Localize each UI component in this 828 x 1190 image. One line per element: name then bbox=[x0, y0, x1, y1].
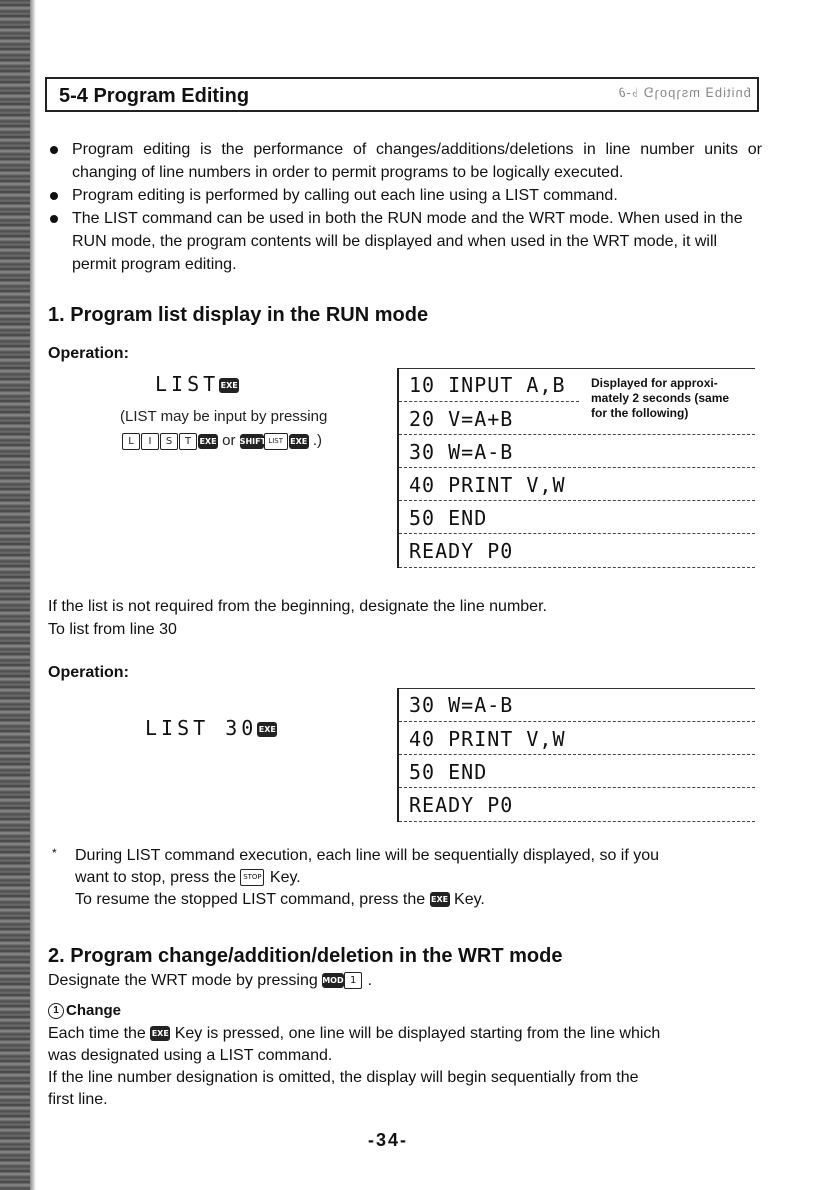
bullet-icon bbox=[50, 192, 58, 200]
section-heading-run-mode: 1. Program list display in the RUN mode bbox=[48, 304, 429, 326]
calculator-display-list30 bbox=[397, 688, 755, 822]
key-i-icon: I bbox=[141, 433, 159, 450]
exe-key-icon: EXE bbox=[198, 434, 218, 449]
list-command: LISTEXE bbox=[155, 372, 238, 396]
display-line: READY P0 bbox=[409, 793, 514, 817]
exe-key-icon: EXE bbox=[219, 378, 239, 393]
exe-key-icon: EXE bbox=[257, 722, 277, 737]
designate-wrt-paragraph: Designate the WRT mode by pressing MODE1 . bbox=[48, 972, 373, 989]
mode-key-icon: MODE bbox=[322, 973, 344, 988]
page-title: 5-4 Program Editing bbox=[59, 85, 250, 107]
change-paragraph-line1: Each time the EXE Key is pressed, one line will be displayed starting from the line which bbox=[48, 1025, 661, 1042]
display-line: 50 END bbox=[409, 760, 488, 784]
display-rule bbox=[399, 721, 755, 722]
display-rule bbox=[399, 821, 755, 822]
exe-key-icon: EXE bbox=[150, 1026, 170, 1041]
display-line: 30 W=A-B bbox=[409, 440, 514, 464]
display-rule bbox=[399, 434, 755, 435]
note-line1: During LIST command execution, each line will be sequentially displayed, so if you bbox=[75, 847, 660, 864]
shift-key-icon: SHIFT bbox=[240, 434, 264, 449]
display-line: 40 PRINT V,W bbox=[409, 473, 566, 497]
list-item: The LIST command can be used in both the RUN mode and the WRT mode. When used in the RUN mode, the program contents will be displayed and when used in the WRT mode, it will permit program editing. bbox=[48, 207, 762, 276]
bullet-icon bbox=[50, 146, 58, 154]
display-line: 50 END bbox=[409, 506, 488, 530]
display-line: 30 W=A-B bbox=[409, 693, 514, 717]
display-top-rule bbox=[399, 688, 755, 689]
exe-key-icon: EXE bbox=[289, 434, 309, 449]
display-rule bbox=[399, 500, 755, 501]
list-from-line-paragraph: To list from line 30 bbox=[48, 621, 177, 638]
circled-number-icon: 1 bbox=[48, 1003, 64, 1019]
section-header-box bbox=[45, 77, 759, 112]
display-rule bbox=[399, 467, 755, 468]
list-30-command: LIST 30EXE bbox=[145, 716, 276, 740]
key-t-icon: T bbox=[179, 433, 197, 450]
display-line: READY P0 bbox=[409, 539, 514, 563]
key-s-icon: S bbox=[160, 433, 178, 450]
exe-key-icon: EXE bbox=[430, 892, 450, 907]
designate-line-paragraph: If the list is not required from the beginning, designate the line number. bbox=[48, 598, 547, 615]
display-rule bbox=[399, 533, 755, 534]
bullet-icon bbox=[50, 215, 58, 223]
display-rule bbox=[399, 401, 579, 402]
note-line3: To resume the stopped LIST command, press the EXE Key. bbox=[75, 891, 485, 908]
binding-shadow bbox=[30, 0, 36, 1190]
section-heading-wrt-mode: 2. Program change/addition/deletion in the WRT mode bbox=[48, 945, 563, 967]
operation-label: Operation: bbox=[48, 664, 129, 681]
display-rule bbox=[399, 787, 755, 788]
operation-label: Operation: bbox=[48, 345, 129, 362]
note-line2: want to stop, press the STOP Key. bbox=[75, 869, 301, 886]
list-key-icon: LIST bbox=[264, 433, 288, 450]
display-line: 40 PRINT V,W bbox=[409, 727, 566, 751]
display-line: 10 INPUT A,B bbox=[409, 373, 566, 397]
key-l-icon: L bbox=[122, 433, 140, 450]
list-item: Program editing is performed by calling out each line using a LIST command. bbox=[48, 184, 762, 207]
change-paragraph-line2: was designated using a LIST command. bbox=[48, 1047, 333, 1064]
intro-bullet-list bbox=[48, 138, 762, 276]
input-note-line1: (LIST may be input by pressing bbox=[120, 408, 328, 425]
change-paragraph-line3: If the line number designation is omitted, the display will begin sequentially from the bbox=[48, 1069, 639, 1086]
page-number: -34- bbox=[368, 1130, 409, 1150]
list-item: Program editing is the performance of changes/additions/deletions in line number units or changing of line numbers in order to permit programs to be logically executed. bbox=[48, 138, 762, 184]
change-subheading: 1 Change bbox=[48, 1000, 121, 1022]
display-line: 20 V=A+B bbox=[409, 407, 514, 431]
stop-key-icon: STOP bbox=[240, 869, 264, 886]
asterisk-icon: * bbox=[52, 846, 57, 860]
display-top-rule bbox=[399, 368, 755, 369]
display-rule bbox=[399, 567, 755, 568]
display-annotation: Displayed for approxi- mately 2 seconds (same for the following) bbox=[591, 376, 730, 420]
input-note-keys: L I S T EXE or SHIFT LIST EXE .) bbox=[122, 432, 322, 450]
change-paragraph-line4: first line. bbox=[48, 1091, 108, 1108]
book-binding-edge bbox=[0, 0, 30, 1190]
key-1-icon: 1 bbox=[344, 972, 362, 989]
bleed-through-text: ɓnitib∃ msɿpoɿ⅁ ♭-∂ bbox=[618, 85, 751, 100]
display-rule bbox=[399, 754, 755, 755]
